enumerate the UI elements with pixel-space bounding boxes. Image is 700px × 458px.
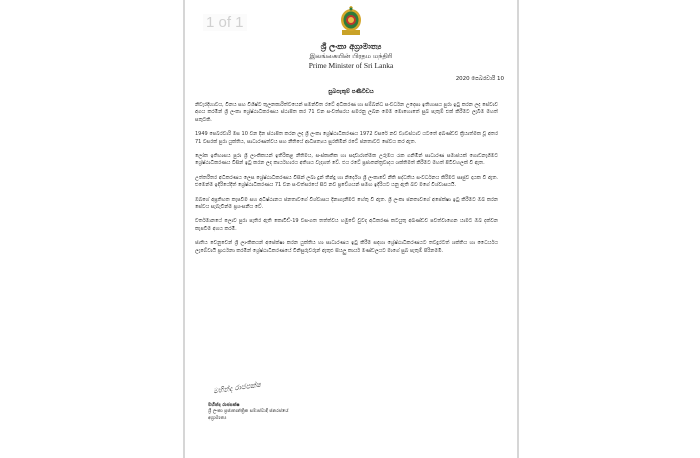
paragraph: නිවැරදිභාවය, විනය සහ විශිෂ්ට තුලනකාරිත්වයෙන් සමන්විත රටේ අධිකරණ හා සම්බන්ධ සංවර්ධන උදෙසා ඉතිහාසය පුරා ඉටු කරන ලද සේවාව අගය කරමින් ශ්‍රී ලංකා ශ්‍රේෂ්ඨාධිකරණය ස්ථාපිත කර 71 වන සංවත්සරය සමරනු ලබන මෙම මොහොතේ සුබ පැතුම් එක් කිරීමට ලැබීම මහත් සතුටකි. [195, 102, 498, 123]
letterhead-english: Prime Minister of Sri Lanka [308, 61, 394, 70]
handwritten-signature: මහින්ද රාජපක්ෂ [212, 380, 262, 396]
letterhead-tamil: இலங்கையின் பிரதம மந்திரி [309, 52, 393, 60]
signer-name: මහින්ද රාජපක්ෂ [208, 403, 240, 408]
paragraph: ජාතිය වෙනුවෙන් ශ්‍රී ලාංකිකයන් අපේක්ෂා කරන යුක්තිය හා සාධාරණය ඉටු කිරීම සඳහා ශ්‍රේෂ්ඨාධිකරණයට තවදුරටත් ශක්තිය හා ධෛර්යය ලැබේවායි ප්‍රාර්ථනා කරමින් ශ්‍රේෂ්ඨාධිකරණයේ විනිසුරුවරුන් ඇතුළු සියලු කාර්ය මණ්ඩලයට මාගේ සුබ පැතුම් පිරිනමමි. [195, 240, 498, 254]
paragraph: වර්තමානයේ ලොව පුරා පැතිර ඇති කොවිඩ්-19 වසංගත තත්ත්වය හමුවේ වුවද අධිකරණ කටයුතු අඛණ්ඩව පවත්වාගෙන යාමට ඔබ දක්වන කැපවීම අගය කරමි. [195, 218, 498, 232]
letter-date: 2020 පෙබරවාරි 10 [455, 76, 504, 82]
letter-body [195, 102, 498, 262]
paragraph: ඔබගේ අප්‍රතිහත කැපවීම සහ අධිෂ්ඨානය ජනතාවගේ විශ්වාසය දිනාගැනීමට හේතු වී ඇත. ශ්‍රී ලංකා ජනතාවගේ අපේක්ෂා ඉටු කිරීමට ඔබ කරන සේවය සැබැවින්ම ප්‍රශංසනීය වේ. [195, 196, 498, 211]
letter-subject: සුබපැතුම් පණිවිඩය [328, 89, 374, 95]
signer-title: ශ්‍රී ලංකා ප්‍රජාතාන්ත්‍රික සමාජවාදී ජනරජයේ [208, 409, 289, 415]
signer-role: අග්‍රාමාත්‍ය [208, 415, 227, 421]
sri-lanka-emblem-icon [339, 4, 363, 36]
signer-block [208, 403, 288, 422]
page-indicator: 1 of 1 [203, 14, 247, 31]
paragraph: ලෝක ඉතිහාසය පුරා ශ්‍රී ලාංකිකයන් ඉතිරිකළ නීතිමය, සංස්කෘතික හා සදාචාරාත්මක උරුමය රැක ගනිමින් සාධාරණ සමාජයක් ගොඩනැගීමට ශ්‍රේෂ්ඨාධිකරණය විසින් ඉටු කරන ලද කාර්යභාරය අතිශය වැදගත් වේ. එය රටේ ප්‍රජාතන්ත්‍රවාදය ශක්තිමත් කිරීමට මහත් පිටිවහලක් වී ඇත. [195, 153, 498, 167]
paragraph: 1949 පෙබරවාරි මස 10 වන දින ස්ථාපිත කරන ලද ශ්‍රී ලංකා ශ්‍රේෂ්ඨාධිකරණය 1972 වසරේ නව ව්‍යවස්ථාව යටතේ අඛණ්ඩව ක්‍රියාත්මක වූ අතර 71 වසරක් පුරා යුක්තිය, සාධාරණත්වය සහ නීතියේ ආධිපත්‍යය සුරකිමින් රටේ ජනතාවට සේවය කර ඇත. [195, 131, 498, 145]
paragraph: උත්තරීතර අධිකරණය ලෙස ශ්‍රේෂ්ඨාධිකරණය විසින් ලබා දුන් තීන්දු හා නිර්දේශ ශ්‍රී ලංකාවේ නීති පද්ධතිය සංවර්ධනය කිරීමට සෘජුව දායක වී ඇත. එමෙන්ම ඉදිරියේදීත් ශ්‍රේෂ්ඨාධිකරණය 71 වන සංවත්සරයේ සිට නව ප්‍රවේශයන් සමඟ ඉදිරියට යනු ඇති බව මගේ විශ්වාසයයි. [195, 174, 498, 189]
letterhead-sinhala: ශ්‍රී ලංකා අග්‍රාමාත්‍ය [320, 42, 382, 51]
